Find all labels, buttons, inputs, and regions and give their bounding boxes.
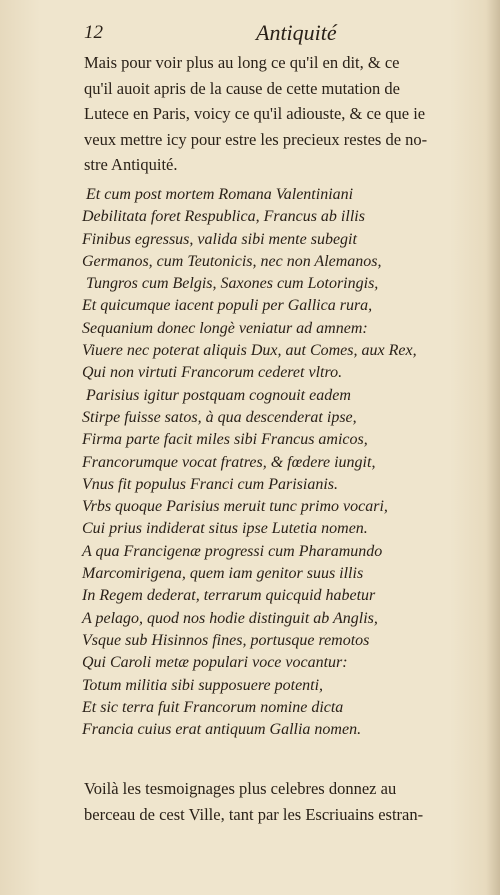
text-line: berceau de cest Ville, tant par les Escriuains estran-	[84, 804, 424, 824]
text-line: Voilà les tesmoignages plus celebres donnez au	[84, 779, 397, 798]
text-line: Mais pour voir plus au long ce qu'il en dit, & ce	[84, 53, 400, 72]
poem-line: Qui Caroli metæ populari voce vocantur:	[82, 654, 348, 672]
poem-line: Francia cuius erat antiquum Gallia nomen.	[82, 721, 362, 739]
poem-line: Sequanium donec longè veniatur ad amnem:	[82, 319, 368, 337]
poem-line: Cui prius indiderat situs ipse Lutetia nomen.	[82, 520, 368, 538]
poem-line: Vnus fit populus Franci cum Parisianis.	[82, 475, 338, 493]
intro-paragraph	[84, 50, 486, 178]
poem-line: Firma parte facit miles sibi Francus amicos,	[82, 431, 368, 449]
poem-line: Et cum post mortem Romana Valentiniani	[86, 186, 354, 203]
poem-line: Et sic terra fuit Francorum nomine dicta	[82, 698, 344, 716]
text-line: stre Antiquité.	[84, 155, 178, 174]
page-header	[84, 22, 478, 46]
latin-poem	[80, 184, 492, 741]
poem-line: A pelago, quod nos hodie distinguit ab Anglis,	[82, 609, 378, 627]
poem-line: Totum militia sibi supposuere potenti,	[82, 676, 324, 694]
page-number: 12	[84, 22, 103, 43]
poem-line: Francorumque vocat fratres, & fœdere iungit,	[82, 453, 376, 471]
poem-line: Vsque sub Hisinnos fines, portusque remotos	[82, 631, 370, 649]
poem-line: Tungros cum Belgis, Saxones cum Lotoringis,	[86, 275, 379, 293]
text-line: Lutece en Paris, voicy ce qu'il adiouste, & ce que ie	[84, 104, 426, 123]
poem-line: Marcomirigena, quem iam genitor suus illis	[82, 565, 364, 583]
poem-line: In Regem dederat, terrarum quicquid habetur	[82, 587, 376, 605]
text-line: veux mettre icy pour estre les precieux restes de no-	[84, 129, 428, 149]
text-line: qu'il auoit apris de la cause de cette mutation de	[84, 78, 400, 98]
closing-paragraph	[84, 776, 486, 827]
poem-line: Parisius igitur postquam cognouit eadem	[86, 386, 351, 404]
poem-line: Germanos, cum Teutonicis, nec non Alemanos,	[82, 252, 382, 270]
poem-line: Stirpe fuisse satos, à qua descenderat ipse,	[82, 408, 357, 426]
poem-line: Vrbs quoque Parisius meruit tunc primo vocari,	[82, 498, 388, 516]
poem-line: A qua Francigenæ progressi cum Pharamundo	[82, 542, 383, 560]
poem-line: Viuere nec poterat aliquis Dux, aut Comes, aux Rex,	[82, 342, 417, 360]
poem-line: Qui non virtuti Francorum cederet vltro.	[82, 364, 343, 382]
poem-line: Debilitata foret Respublica, Francus ab illis	[82, 208, 365, 226]
poem-line: Finibus egressus, valida sibi mente subegit	[82, 230, 357, 248]
running-head: Antiquité	[256, 20, 337, 45]
poem-line: Et quicumque iacent populi per Gallica rura,	[82, 297, 373, 315]
